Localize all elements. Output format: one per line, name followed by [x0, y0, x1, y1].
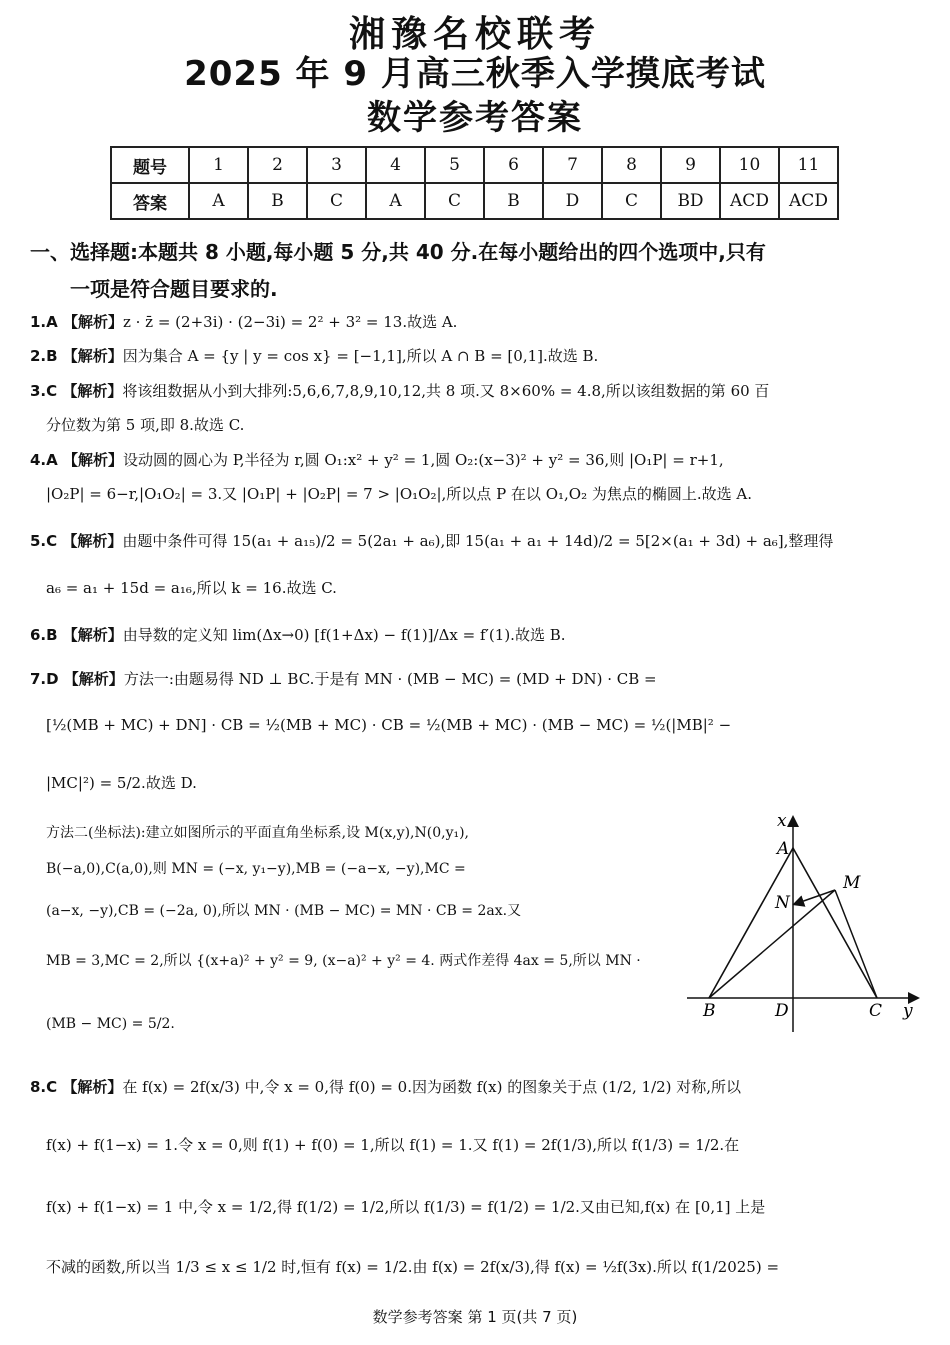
answer-cell: B [248, 183, 307, 219]
solution-7-cont: |MC|²) = 5/2.故选 D. [46, 774, 197, 792]
solution-1 [30, 311, 457, 332]
number-cell: 9 [661, 147, 720, 183]
label-m: M [843, 873, 861, 893]
answer-cell: C [307, 183, 366, 219]
solution-4-cont: |O₂P| = 6−r,|O₁O₂| = 3.又 |O₁P| + |O₂P| = 7 > |O₁O₂|,所以点 P 在以 O₁,O₂ 为焦点的椭圆上.故选 A. [46, 485, 752, 503]
label-c: C [869, 1001, 883, 1021]
solution-text: 在 f(x) = 2f(x/3) 中,令 x = 0,得 f(0) = 0.因为函数 f(x) 的图象关于点 (1/2, 1/2) 对称,所以 [122, 1078, 742, 1096]
label-d: D [775, 1001, 789, 1021]
number-cell: 6 [484, 147, 543, 183]
answer-table-answer-row [111, 183, 838, 219]
number-cell: 10 [720, 147, 779, 183]
solution-text: z · z̄ = (2+3i) · (2−3i) = 2² + 3² = 13.故选 A. [122, 313, 458, 331]
segment-mc [835, 890, 877, 998]
number-cell: 2 [248, 147, 307, 183]
solution-text: 将该组数据从小到大排列:5,6,6,7,8,9,10,12,共 8 项.又 8×60% = 4.8,所以该组数据的第 60 百 [122, 382, 770, 400]
solution-text: 方法一:由题易得 ND ⊥ BC.于是有 MN · (MB − MC) = (MD + DN) · CB = [123, 670, 657, 688]
answer-cell: B [484, 183, 543, 219]
solution-label: 1.A 【解析】 [30, 313, 123, 331]
solution-7-method2: B(−a,0),C(a,0),则 MN = (−x, y₁−y),MB = (−a−x, −y),MC = [46, 861, 466, 877]
section-heading: 一、选择题:本题共 8 小题,每小题 5 分,共 40 分.在每小题给出的四个选项中,只有 [30, 240, 766, 264]
label-b: B [703, 1001, 716, 1021]
answer-cell: C [425, 183, 484, 219]
row-label-number: 题号 [111, 147, 189, 183]
number-cell: 4 [366, 147, 425, 183]
answer-table-number-row [111, 147, 838, 183]
label-y-axis: y [903, 1001, 913, 1021]
solution-label: 4.A 【解析】 [30, 451, 123, 469]
solution-8-cont: f(x) + f(1−x) = 1.令 x = 0,则 f(1) + f(0) = 1,所以 f(1) = 1.又 f(1) = 2f(1/3),所以 f(1/3) = 1/2.在 [46, 1136, 740, 1154]
solution-7-cont: [½(MB + MC) + DN] · CB = ½(MB + MC) · CB = ½(MB + MC) · (MB − MC) = ½(|MB|² − [46, 716, 732, 734]
number-cell: 11 [779, 147, 838, 183]
solution-4 [30, 449, 724, 470]
solution-7 [30, 668, 657, 689]
solution-label: 5.C 【解析】 [30, 532, 123, 550]
solution-6 [30, 624, 566, 645]
vector-mn [795, 890, 835, 904]
solution-3 [30, 380, 769, 401]
number-cell: 7 [543, 147, 602, 183]
row-label-answer: 答案 [111, 183, 189, 219]
document-title: 数学参考答案 [367, 98, 583, 138]
solution-8 [30, 1076, 741, 1097]
solution-8-cont: 不减的函数,所以当 1/3 ≤ x ≤ 1/2 时,恒有 f(x) = 1/2.由 f(x) = 2f(x/3),得 f(x) = ½f(3x).所以 f(1/2025) = [46, 1258, 780, 1276]
solution-7-method2: 方法二(坐标法):建立如图所示的平面直角坐标系,设 M(x,y),N(0,y₁), [46, 825, 470, 841]
solution-8-cont: f(x) + f(1−x) = 1 中,令 x = 1/2,得 f(1/2) = 1/2,所以 f(1/3) = f(1/2) = 1/2.又由已知,f(x) 在 [0,1] 上是 [46, 1198, 766, 1216]
section-heading-cont: 一项是符合题目要求的. [70, 277, 278, 301]
label-a: A [777, 839, 790, 859]
page-footer: 数学参考答案 第 1 页(共 7 页) [372, 1308, 578, 1326]
solution-label: 7.D 【解析】 [30, 670, 124, 688]
solution-text: 因为集合 A = {y | y = cos x} = [−1,1],所以 A ∩ B = [0,1].故选 B. [122, 347, 599, 365]
solution-text: 设动圆的圆心为 P,半径为 r,圆 O₁:x² + y² = 1,圆 O₂:(x−3)² + y² = 36,则 |O₁P| = r+1, [122, 451, 724, 469]
solution-3-cont: 分位数为第 5 项,即 8.故选 C. [46, 416, 245, 434]
number-cell: 8 [602, 147, 661, 183]
number-cell: 1 [189, 147, 248, 183]
answer-cell: ACD [779, 183, 838, 219]
number-cell: 5 [425, 147, 484, 183]
answer-cell: D [543, 183, 602, 219]
coordinate-figure [683, 812, 923, 1032]
solution-5-cont: a₆ = a₁ + 15d = a₁₆,所以 k = 16.故选 C. [46, 579, 337, 597]
solution-text: 由导数的定义知 lim(Δx→0) [f(1+Δx) − f(1)]/Δx = f′(1).故选 B. [122, 626, 566, 644]
label-x-axis: x [777, 812, 787, 831]
answer-cell: A [189, 183, 248, 219]
solution-7-method2: MB = 3,MC = 2,所以 {(x+a)² + y² = 9, (x−a)² + y² = 4. 两式作差得 4ax = 5,所以 MN · [46, 953, 641, 969]
solution-label: 6.B 【解析】 [30, 626, 123, 644]
solution-7-method2: (MB − MC) = 5/2. [46, 1016, 175, 1032]
answer-cell: ACD [720, 183, 779, 219]
solution-5 [30, 530, 833, 551]
solution-label: 8.C 【解析】 [30, 1078, 123, 1096]
exam-series-title: 湘豫名校联考 [348, 14, 601, 55]
answer-table [110, 146, 839, 220]
solution-label: 2.B 【解析】 [30, 347, 123, 365]
segment-mb [709, 890, 835, 998]
solution-2 [30, 345, 598, 366]
solution-7-method2: (a−x, −y),CB = (−2a, 0),所以 MN · (MB − MC) = MN · CB = 2ax.又 [46, 903, 522, 919]
answer-cell: BD [661, 183, 720, 219]
answer-cell: C [602, 183, 661, 219]
solution-label: 3.C 【解析】 [30, 382, 123, 400]
solution-text: 由题中条件可得 15(a₁ + a₁₅)/2 = 5(2a₁ + a₆),即 15(a₁ + a₁ + 14d)/2 = 5[2×(a₁ + 3d) + a₆],整理得 [122, 532, 834, 550]
answer-cell: A [366, 183, 425, 219]
number-cell: 3 [307, 147, 366, 183]
label-n: N [775, 893, 790, 913]
exam-name-title: 2025 年 9 月高三秋季入学摸底考试 [184, 54, 766, 94]
